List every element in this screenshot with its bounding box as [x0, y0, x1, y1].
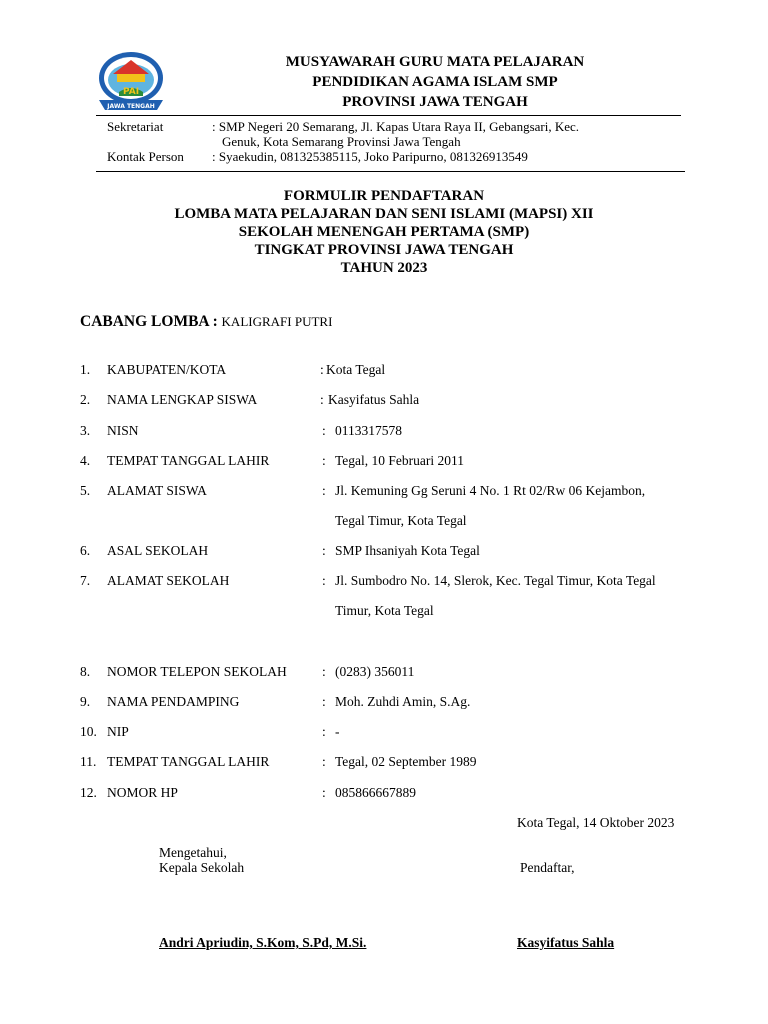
form-title-line-3: SEKOLAH MENENGAH PERTAMA (SMP) — [238, 224, 530, 240]
field-colon: : — [322, 453, 326, 468]
header-rule-top — [96, 115, 681, 116]
field-colon: : — [322, 664, 326, 679]
field-label: ALAMAT SISWA — [107, 483, 207, 498]
field-colon: : — [320, 362, 324, 377]
field-value: Kota Tegal — [326, 362, 386, 377]
field-number: 8. — [80, 664, 91, 679]
svg-text:PAI: PAI — [122, 87, 140, 97]
field-number: 12. — [80, 785, 97, 800]
field-label: ASAL SEKOLAH — [107, 543, 209, 558]
mgmp-logo — [95, 48, 167, 114]
mengetahui-label: Mengetahui, — [159, 845, 227, 860]
header-line-3: PROVINSI JAWA TENGAH — [342, 94, 528, 110]
cabang-label: CABANG LOMBA : — [80, 313, 218, 330]
field-number: 10. — [80, 724, 97, 739]
field-colon: : — [322, 483, 326, 498]
field-label: NISN — [107, 423, 139, 438]
field-number: 4. — [80, 453, 91, 468]
field-label: KABUPATEN/KOTA — [107, 362, 227, 377]
field-number: 5. — [80, 483, 91, 498]
field-number: 2. — [80, 392, 91, 407]
field-number: 11. — [80, 754, 97, 769]
pendaftar-label: Pendaftar, — [520, 860, 575, 875]
field-value: Jl. Kemuning Gg Seruni 4 No. 1 Rt 02/Rw 06 Kejambon, — [335, 483, 646, 498]
header-line-1: MUSYAWARAH GURU MATA PELAJARAN — [285, 54, 585, 70]
kepala-sekolah-label: Kepala Sekolah — [159, 860, 245, 875]
field-value: Jl. Sumbodro No. 14, Slerok, Kec. Tegal Timur, Kota Tegal — [335, 573, 656, 588]
field-value: - — [335, 724, 340, 739]
field-number: 9. — [80, 694, 91, 709]
field-label: ALAMAT SEKOLAH — [107, 573, 230, 588]
header-line-2: PENDIDIKAN AGAMA ISLAM SMP — [312, 74, 558, 90]
kontak-label: Kontak Person — [107, 149, 184, 164]
field-value: (0283) 356011 — [335, 664, 415, 679]
field-value: 085866667889 — [335, 785, 416, 800]
field-colon: : — [322, 423, 326, 438]
form-title-line-5: TAHUN 2023 — [340, 260, 428, 276]
cabang-value: KALIGRAFI PUTRI — [221, 314, 333, 329]
sekretariat-value-line-2: Genuk, Kota Semarang Provinsi Jawa Tengah — [222, 134, 461, 149]
field-value: Tegal, 02 September 1989 — [335, 754, 477, 769]
field-value: SMP Ihsaniyah Kota Tegal — [335, 543, 480, 558]
field-colon: : — [322, 694, 326, 709]
field-value-continued: Tegal Timur, Kota Tegal — [335, 513, 467, 528]
cabang-lomba — [80, 313, 332, 331]
field-colon: : — [322, 754, 326, 769]
sekretariat-label: Sekretariat — [107, 119, 164, 134]
header-rule-bottom — [96, 171, 685, 172]
field-number: 7. — [80, 573, 91, 588]
kontak-value: : Syaekudin, 081325385115, Joko Paripurno, 081326913549 — [212, 149, 528, 164]
place-date: Kota Tegal, 14 Oktober 2023 — [517, 815, 675, 830]
field-value: Kasyifatus Sahla — [328, 392, 420, 407]
field-label: NAMA PENDAMPING — [107, 694, 240, 709]
field-colon: : — [322, 724, 326, 739]
field-number: 3. — [80, 423, 91, 438]
field-label: TEMPAT TANGGAL LAHIR — [107, 754, 270, 769]
field-colon: : — [320, 392, 324, 407]
field-label: NIP — [107, 724, 129, 739]
field-label: NOMOR TELEPON SEKOLAH — [107, 664, 287, 679]
field-colon: : — [322, 573, 326, 588]
form-title-line-4: TINGKAT PROVINSI JAWA TENGAH — [254, 242, 514, 258]
form-title-line-1: FORMULIR PENDAFTARAN — [283, 188, 485, 204]
field-value: Tegal, 10 Februari 2011 — [335, 453, 465, 468]
field-label: NOMOR HP — [107, 785, 178, 800]
field-label: NAMA LENGKAP SISWA — [107, 392, 258, 407]
pendaftar-name: Kasyifatus Sahla — [517, 935, 615, 950]
logo-text: JAWA TENGAH — [107, 103, 155, 110]
field-colon: : — [322, 785, 326, 800]
field-number: 1. — [80, 362, 91, 377]
form-title-line-2: LOMBA MATA PELAJARAN DAN SENI ISLAMI (MAPSI) XII — [174, 206, 594, 222]
field-value: Moh. Zuhdi Amin, S.Ag. — [335, 694, 471, 709]
sekretariat-value-line-1: : SMP Negeri 20 Semarang, Jl. Kapas Utara Raya II, Gebangsari, Kec. — [212, 119, 580, 134]
field-number: 6. — [80, 543, 91, 558]
field-value-continued: Timur, Kota Tegal — [335, 603, 434, 618]
field-value: 0113317578 — [335, 423, 402, 438]
field-colon: : — [322, 543, 326, 558]
kepala-sekolah-name: Andri Apriudin, S.Kom, S.Pd, M.Si. — [159, 935, 367, 950]
field-label: TEMPAT TANGGAL LAHIR — [107, 453, 270, 468]
